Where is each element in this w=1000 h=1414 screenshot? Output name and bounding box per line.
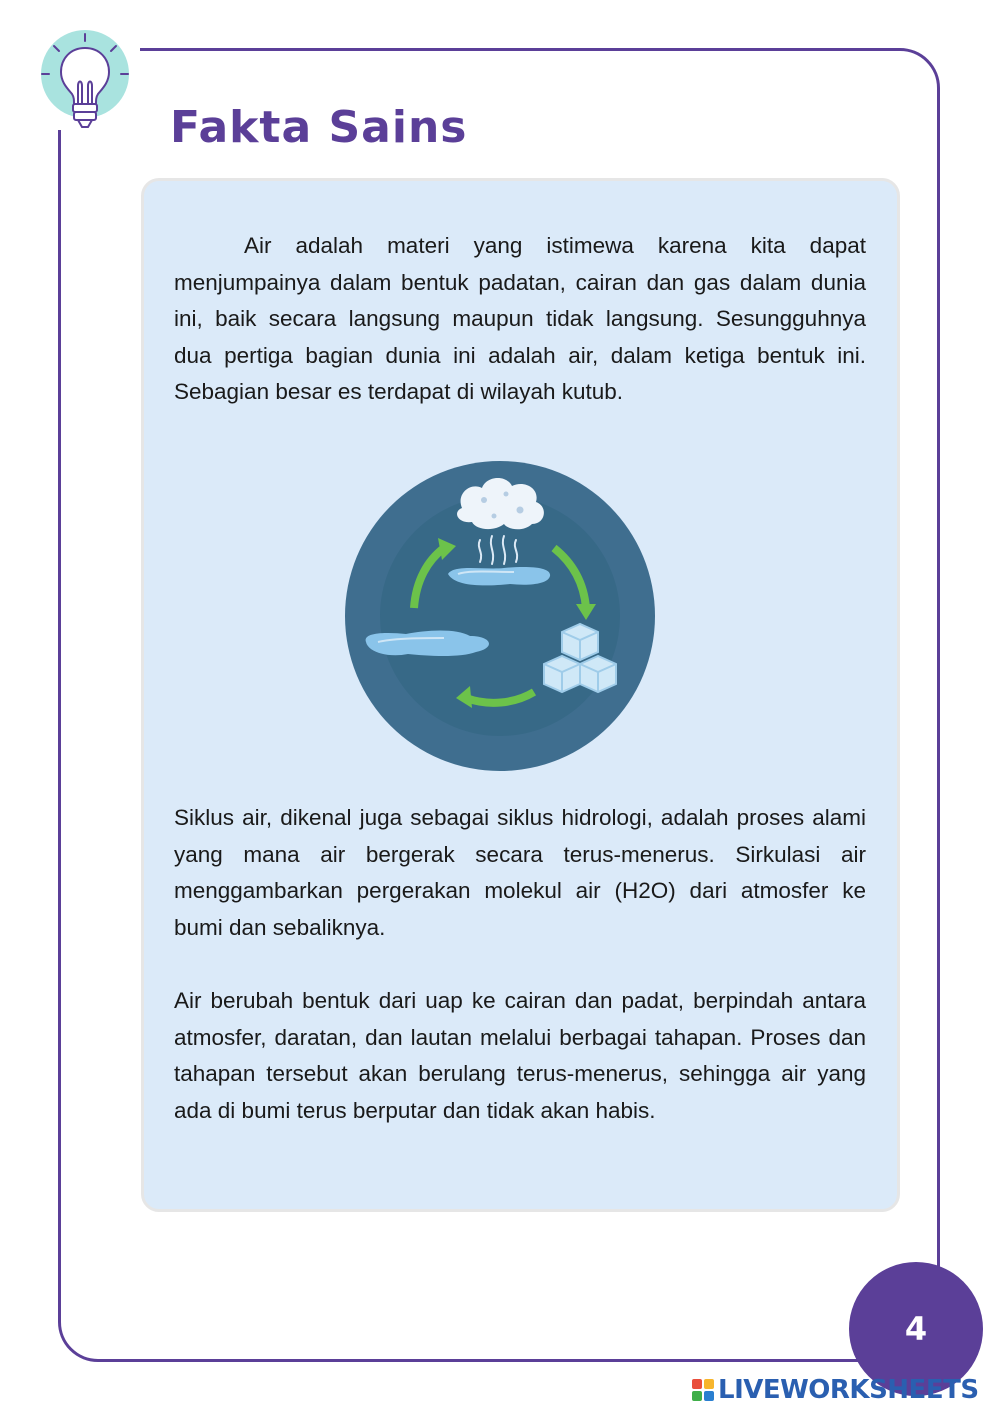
puddle-top-icon bbox=[448, 567, 550, 585]
paragraph-water-cycle: Siklus air, dikenal juga sebagai siklus hidrologi, adalah proses alami yang mana air bergerak secara terus-menerus. Sirkulasi air menggambarkan pergerakan molekul air (H2O) dari atmosfer ke bumi dan sebaliknya. bbox=[174, 805, 866, 940]
watermark-text: LIVEWORKSHEETS bbox=[718, 1375, 979, 1405]
paragraph-intro: Air adalah materi yang istimewa karena kita dapat menjumpainya dalam bentuk padatan, cairan dan gas dalam dunia ini, baik secara langsung maupun tidak langsung. Sesungguhnya dua pertiga bagian dunia ini adalah air, dalam ketiga bentuk ini. Sebagian besar es terdapat di wilayah kutub. bbox=[174, 233, 866, 405]
page-number: 4 bbox=[904, 1310, 928, 1348]
liveworksheets-watermark bbox=[692, 1372, 979, 1408]
water-cycle-illustration bbox=[344, 460, 656, 772]
lightbulb-icon bbox=[38, 30, 132, 138]
liveworksheets-logo-icon bbox=[692, 1379, 714, 1401]
page-title: Fakta Sains bbox=[170, 102, 468, 153]
paragraph-water-forms: Air berubah bentuk dari uap ke cairan dan padat, berpindah antara atmosfer, daratan, dan lautan melalui berbagai tahapan. Proses dan tahapan tersebut akan berulang terus-menerus, sehingga air yang ada di bumi terus berputar dan tidak akan habis. bbox=[174, 988, 866, 1123]
